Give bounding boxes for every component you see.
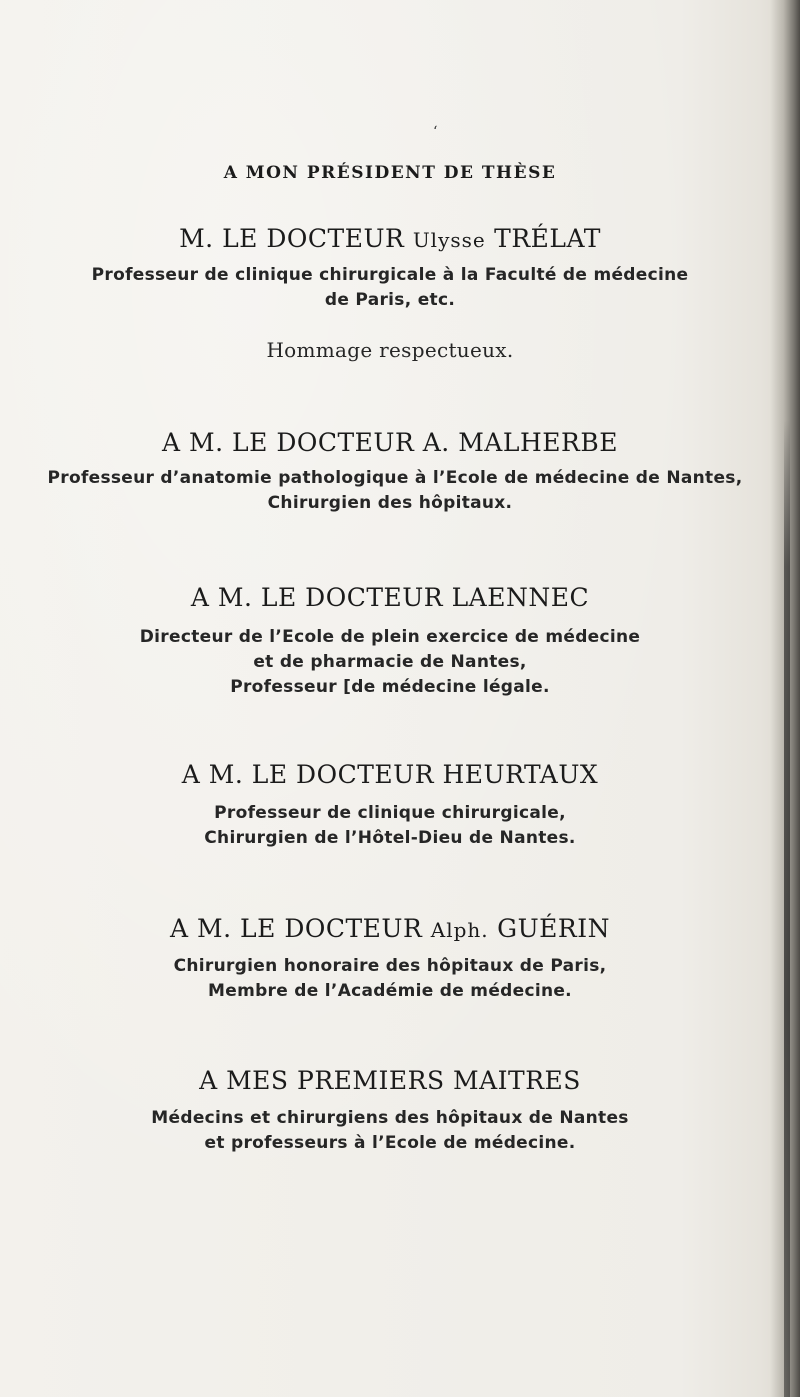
dedicatee-title-laennec: A M. LE DOCTEUR LAENNEC: [190, 583, 590, 612]
title-prefix: M. LE DOCTEUR: [179, 224, 413, 253]
dedicatee-title-trelat: [0, 224, 780, 253]
dedicatee-line: Chirurgien honoraire des hôpitaux de Paris,: [173, 956, 607, 976]
dedicatee-title-guerin: [0, 914, 780, 943]
dedicatee-title-malherbe: A M. LE DOCTEUR A. MALHERBE: [162, 428, 618, 457]
title-prefix: A M. LE DOCTEUR: [170, 914, 431, 943]
dedicatee-line: et professeurs à l’Ecole de médecine.: [204, 1133, 576, 1153]
dedicatee-line: Professeur d’anatomie pathologique à l’Ecole de médecine de Nantes,: [47, 468, 743, 488]
dedicatee-line: Chirurgien des hôpitaux.: [267, 493, 513, 513]
dedicatee-line: Membre de l’Académie de médecine.: [208, 981, 572, 1001]
dedicatee-line: Directeur de l’Ecole de plein exercice de médecine: [139, 627, 641, 647]
dedicatee-line: de Paris, etc.: [324, 290, 456, 310]
title-small-caps: Ulysse: [412, 228, 486, 252]
dedicatee-line: et de pharmacie de Nantes,: [253, 652, 527, 672]
tribute-line: Hommage respectueux.: [266, 338, 514, 362]
stray-mark: ‘: [433, 124, 438, 140]
title-suffix: GUÉRIN: [488, 914, 610, 943]
dedication-heading: A MON PRÉSIDENT DE THÈSE: [223, 163, 557, 183]
dedicatee-line: Médecins et chirurgiens des hôpitaux de Nantes: [151, 1108, 629, 1128]
dedicatee-line: Chirurgien de l’Hôtel-Dieu de Nantes.: [204, 828, 576, 848]
title-small-caps: Alph.: [430, 918, 489, 942]
dedicatee-line: Professeur [de médecine légale.: [230, 677, 550, 697]
dedicatee-title-maitres: A MES PREMIERS MAITRES: [199, 1066, 581, 1095]
binding-edge-line: [784, 420, 790, 1397]
title-suffix: TRÉLAT: [485, 224, 601, 253]
dedicatee-title-heurtaux: A M. LE DOCTEUR HEURTAUX: [181, 760, 599, 789]
dedicatee-line: Professeur de clinique chirurgicale à la Faculté de médecine: [91, 265, 689, 285]
dedicatee-line: Professeur de clinique chirurgicale,: [214, 803, 566, 823]
